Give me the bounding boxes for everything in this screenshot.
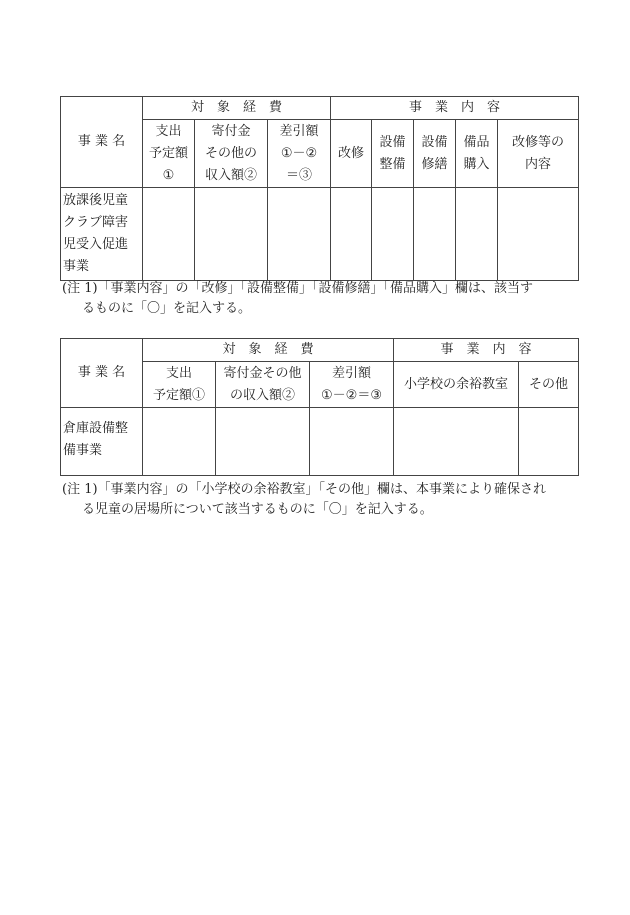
cell-difference-2[interactable] bbox=[310, 408, 394, 476]
cell-renovation[interactable] bbox=[331, 188, 372, 281]
cell-planned-expense[interactable] bbox=[143, 188, 195, 281]
expense-table-1 bbox=[60, 96, 579, 281]
business-name-header: 事 業 名 bbox=[61, 97, 143, 188]
cell-other[interactable] bbox=[519, 408, 579, 476]
row-business-name: 放課後児童 クラブ障害 児受入促進 事業 bbox=[61, 188, 143, 281]
col-other: その他 bbox=[519, 362, 579, 408]
target-cost-header: 対 象 経 費 bbox=[143, 97, 331, 120]
col-donation-income-2: 寄付金その他 の収入額② bbox=[216, 362, 310, 408]
business-content-header: 事 業 内 容 bbox=[331, 97, 579, 120]
target-cost-header-2: 対 象 経 費 bbox=[143, 339, 394, 362]
col-renovation: 改修 bbox=[331, 120, 372, 188]
col-renovation-details: 改修等の 内容 bbox=[498, 120, 579, 188]
note-1: (注 1)「事業内容」の「改修」「設備整備」「設備修繕」「備品購入」欄は、該当す るものに「〇」を記入する。 bbox=[62, 281, 534, 316]
col-equipment-setup: 設備 整備 bbox=[372, 120, 414, 188]
cell-donation-income[interactable] bbox=[195, 188, 268, 281]
col-difference-2: 差引額 ①－②＝③ bbox=[310, 362, 394, 408]
col-planned-expense: 支出 予定額 ① bbox=[143, 120, 195, 188]
cell-equipment-purchase[interactable] bbox=[456, 188, 498, 281]
col-difference: 差引額 ①－② ＝③ bbox=[268, 120, 331, 188]
row-business-name-2: 倉庫設備整 備事業 bbox=[61, 408, 143, 476]
col-spare-classroom: 小学校の余裕教室 bbox=[394, 362, 519, 408]
cell-equipment-repair[interactable] bbox=[414, 188, 456, 281]
business-content-header-2: 事 業 内 容 bbox=[394, 339, 579, 362]
cell-equipment-setup[interactable] bbox=[372, 188, 414, 281]
expense-table-2 bbox=[60, 338, 579, 476]
col-donation-income: 寄付金 その他の 収入額② bbox=[195, 120, 268, 188]
cell-donation-income-2[interactable] bbox=[216, 408, 310, 476]
cell-spare-classroom[interactable] bbox=[394, 408, 519, 476]
business-name-header-2: 事 業 名 bbox=[61, 339, 143, 408]
cell-renovation-details[interactable] bbox=[498, 188, 579, 281]
cell-planned-expense-2[interactable] bbox=[143, 408, 216, 476]
cell-difference[interactable] bbox=[268, 188, 331, 281]
col-planned-expense-2: 支出 予定額① bbox=[143, 362, 216, 408]
col-equipment-purchase: 備品 購入 bbox=[456, 120, 498, 188]
col-equipment-repair: 設備 修繕 bbox=[414, 120, 456, 188]
note-2: (注 1)「事業内容」の「小学校の余裕教室」「その他」欄は、本事業により確保され る児童の居場所について該当するものに「〇」を記入する。 bbox=[62, 482, 547, 517]
